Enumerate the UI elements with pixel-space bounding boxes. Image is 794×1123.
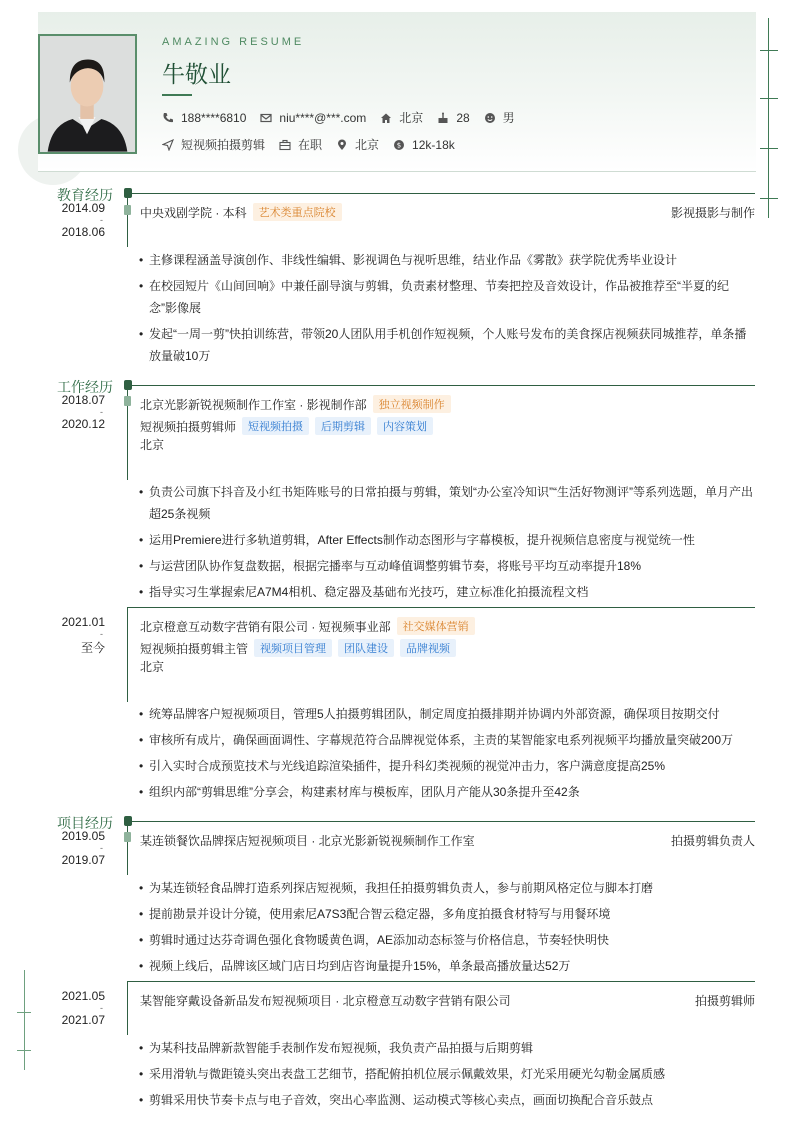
intention-position: 短视频拍摄剪辑 (162, 136, 265, 153)
svg-text:$: $ (396, 141, 402, 150)
briefcase-icon (279, 139, 291, 151)
list-item: • 指导实习生掌握索尼A7M4相机、稳定器及基础布光技巧，建立标准化拍摄流程文档 (139, 581, 755, 603)
candidate-name: 牛敬业 (162, 62, 231, 88)
intention-city: 北京 (336, 136, 379, 153)
education-bullets (139, 249, 755, 371)
project-bullets (139, 1037, 755, 1115)
skill-tag: 团队建设 (338, 639, 394, 657)
school-tag: 艺术类重点院校 (253, 203, 342, 221)
work-role-row (140, 417, 433, 435)
decorative-tick (760, 198, 778, 199)
section-title-work: 工作经历 (57, 379, 113, 395)
skill-tag: 品牌视频 (400, 639, 456, 657)
company-tag: 社交媒体营销 (397, 617, 475, 635)
list-item: • 为某连锁轻食品牌打造系列探店短视频，我担任拍摄剪辑负责人，参与前期风格定位与脚本打磨 (139, 877, 755, 899)
date-start: 2021.05 (61, 989, 105, 1003)
list-item: • 视频上线后，品牌该区域门店日均到店咨询量提升15%，单条最高播放量达52万 (139, 955, 755, 977)
contact-city: 北京 (380, 109, 423, 126)
gender-icon (484, 112, 496, 124)
list-item: • 发起“一周一剪”快拍训练营，带领20人团队用手机创作短视频，个人账号发布的美食探店视频获同城推荐，单条播放量破10万 (139, 323, 755, 367)
contact-phone: 188****6810 (162, 111, 246, 125)
decorative-tick (17, 1012, 31, 1013)
list-item: • 引入实时合成预览技术与光线追踪渲染插件，提升科幻类视频的视觉冲击力，客户满意度提高25% (139, 755, 755, 777)
entry-rule (127, 981, 755, 982)
timeline-marker (124, 396, 131, 406)
date-end: 2021.07 (61, 1013, 105, 1027)
date-separator: - (100, 215, 103, 225)
work-city: 北京 (140, 660, 165, 674)
timeline-marker (124, 205, 131, 215)
timeline-line (127, 821, 128, 875)
skill-tag: 后期剪辑 (315, 417, 371, 435)
work-bullets (139, 703, 755, 807)
list-item: • 运用Premiere进行多轨道剪辑，After Effects制作动态图形与字幕模板，提升视频信息密度与视觉统一性 (139, 529, 755, 551)
decorative-tick (760, 148, 778, 149)
project-name: 某智能穿戴设备新品发布短视频项目 · 北京橙意互动数字营销有限公司 (140, 994, 511, 1008)
resume-header (38, 12, 756, 172)
list-item: • 提前勘景并设计分镜，使用索尼A7S3配合智云稳定器，多角度拍摄食材特写与用餐环境 (139, 903, 755, 925)
work-company: 北京橙意互动数字营销有限公司 · 短视频事业部 社交媒体营销 (140, 617, 475, 635)
date-separator: - (100, 1003, 103, 1013)
list-item: • 组织内部“剪辑思维”分享会，构建素材库与模板库，团队月产能从30条提升至42条 (139, 781, 755, 803)
project-bullets (139, 877, 755, 981)
company-tag: 独立视频制作 (373, 395, 451, 413)
location-icon (336, 139, 348, 151)
contact-email: niu****@***.com (260, 111, 366, 125)
date-separator: - (100, 843, 103, 853)
list-item: • 统筹品牌客户短视频项目，管理5人拍摄剪辑团队，制定周度拍摄排期并协调内外部资源，确保项目按期交付 (139, 703, 755, 725)
skill-tag: 内容策划 (377, 417, 433, 435)
decorative-left-line (24, 970, 25, 1070)
list-item: • 为某科技品牌新款智能手表制作发布短视频，我负责产品拍摄与后期剪辑 (139, 1037, 755, 1059)
intention-status: 在职 (279, 136, 322, 153)
contact-gender: 男 (484, 109, 515, 126)
entry-rule (127, 607, 755, 608)
contact-row (162, 109, 529, 126)
date-separator: - (100, 629, 103, 639)
project-role: 拍摄剪辑师 (694, 994, 755, 1008)
decorative-tick (17, 1050, 31, 1051)
list-item: • 主修课程涵盖导演创作、非线性编辑、影视调色与视听思维，结业作品《雾散》获学院优秀毕业设计 (139, 249, 755, 271)
money-icon (393, 139, 405, 151)
section-rule (127, 385, 755, 386)
timeline-line (127, 607, 128, 702)
work-role: 短视频拍摄剪辑师 (140, 419, 237, 434)
date-start: 2014.09 (61, 201, 105, 215)
work-role-row (140, 639, 456, 657)
list-item: • 在校园短片《山间回响》中兼任副导演与剪辑，负责素材整理、节奏把控及音效设计，作品被推荐至“半夏的纪念”影像展 (139, 275, 755, 319)
date-start: 2018.07 (61, 393, 105, 407)
date-end: 2019.07 (61, 853, 105, 867)
section-marker (124, 380, 132, 390)
date-separator: - (100, 407, 103, 417)
date-end: 2020.12 (61, 417, 105, 431)
project-name: 某连锁餐饮品牌探店短视频项目 · 北京光影新锐视频制作工作室 (140, 834, 475, 848)
decorative-tick (760, 98, 778, 99)
cake-icon (437, 112, 449, 124)
section-title-education: 教育经历 (57, 187, 113, 203)
intention-salary: $ 12k-18k (393, 138, 455, 152)
timeline-line (127, 981, 128, 1035)
section-marker (124, 816, 132, 826)
section-marker (124, 188, 132, 198)
work-city: 北京 (140, 438, 165, 452)
send-icon (162, 139, 174, 151)
profile-photo (38, 34, 137, 154)
project-role: 拍摄剪辑负责人 (670, 834, 755, 848)
timeline-marker (124, 832, 131, 842)
date-end: 2018.06 (61, 225, 105, 239)
decorative-tick (760, 50, 778, 51)
section-rule (127, 821, 755, 822)
person-photo-icon (40, 36, 135, 152)
decorative-right-line (768, 18, 769, 218)
education-major: 影视摄影与制作 (670, 206, 755, 220)
list-item: • 与运营团队协作复盘数据，根据完播率与互动峰值调整剪辑节奏，将账号平均互动率提升18% (139, 555, 755, 577)
intention-row (162, 136, 469, 153)
home-icon (380, 112, 392, 124)
date-start: 2019.05 (61, 829, 105, 843)
list-item: • 剪辑采用快节奏卡点与电子音效，突出心率监测、运动模式等核心卖点，画面切换配合音乐鼓点 (139, 1089, 755, 1111)
phone-icon (162, 112, 174, 124)
name-underline (162, 94, 192, 96)
list-item: • 剪辑时通过达芬奇调色强化食物暖黄色调，AE添加动态标签与价格信息，节奏轻快明快 (139, 929, 755, 951)
resume-subtitle: AMAZING RESUME (162, 36, 305, 48)
list-item: • 审核所有成片，确保画面调性、字幕规范符合品牌视觉体系，主责的某智能家电系列视频平均播放量突破200万 (139, 729, 755, 751)
date-start: 2021.01 (61, 615, 105, 629)
section-rule (127, 193, 755, 194)
skill-tag: 视频项目管理 (254, 639, 332, 657)
education-school: 中央戏剧学院 · 本科 艺术类重点院校 (140, 203, 342, 221)
list-item: • 负责公司旗下抖音及小红书矩阵账号的日常拍摄与剪辑，策划“办公室冷知识”“生活好物测评”等系列选题，单月产出超25条视频 (139, 481, 755, 525)
work-bullets (139, 481, 755, 607)
timeline-line (127, 193, 128, 247)
skill-tag: 短视频拍摄 (242, 417, 309, 435)
work-role: 短视频拍摄剪辑主管 (140, 641, 249, 656)
section-title-projects: 项目经历 (57, 815, 113, 831)
work-company: 北京光影新锐视频制作工作室 · 影视制作部 独立视频制作 (140, 395, 451, 413)
date-end: 至今 (80, 641, 105, 655)
list-item: • 采用滑轨与微距镜头突出表盘工艺细节，搭配俯拍机位展示佩戴效果，灯光采用硬光勾勒金属质感 (139, 1063, 755, 1085)
mail-icon (260, 112, 272, 124)
contact-age: 28 (437, 111, 469, 125)
